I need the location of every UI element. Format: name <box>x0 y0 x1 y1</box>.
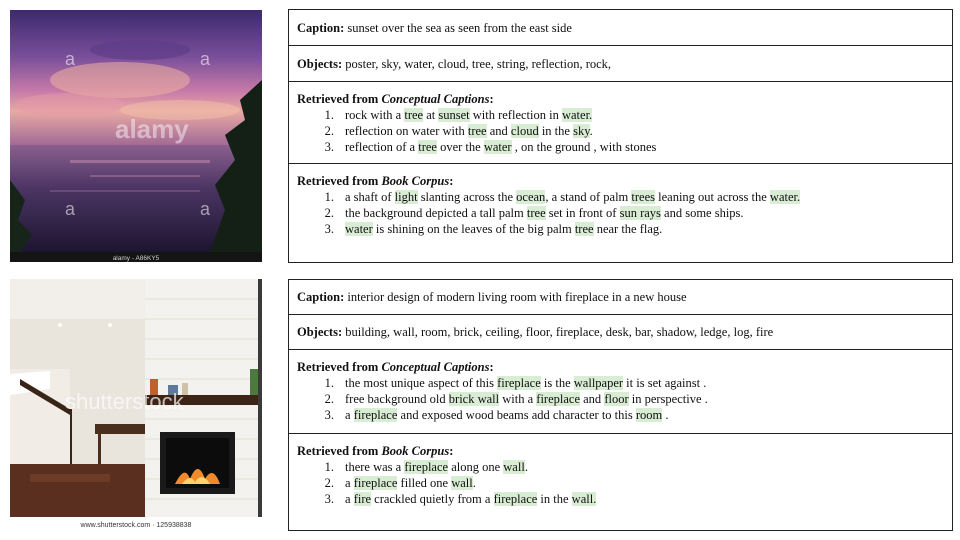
item-text-segment: filled one <box>397 476 452 490</box>
highlighted-keyword: sunset <box>438 108 470 122</box>
item-text <box>345 189 800 205</box>
retrieved-item <box>297 205 944 221</box>
retrieved-suffix: : <box>489 92 494 106</box>
retrieved-item <box>297 491 944 507</box>
item-text-segment: leaning out across the <box>655 190 770 204</box>
highlighted-keyword: water. <box>561 108 593 122</box>
retrieved-item <box>297 459 944 475</box>
watermark-a-2: a <box>200 49 211 69</box>
retrieved-item <box>297 407 944 423</box>
item-text <box>345 123 593 139</box>
item-text-segment: a shaft of <box>345 190 395 204</box>
retrieved-prefix: Retrieved from <box>297 360 382 374</box>
highlighted-keyword: fireplace <box>536 392 580 406</box>
retrieved-heading <box>297 173 944 189</box>
image-footer-credit: alamy - A86KY5 <box>112 255 160 262</box>
retrieved-item <box>297 139 944 155</box>
item-text-segment: and <box>486 124 511 138</box>
item-number: 2. <box>324 206 334 220</box>
item-number: 3. <box>324 140 334 154</box>
item-text-segment: . <box>472 476 476 490</box>
sunset-sea-illustration <box>10 10 262 262</box>
retrieved-prefix: Retrieved from <box>297 444 382 458</box>
item-text-segment: the most unique aspect of this <box>345 376 498 390</box>
watermark-shutterstock: shutterstock <box>65 389 184 414</box>
watermark-a-4: a <box>200 199 211 219</box>
item-text-segment: a <box>345 408 354 422</box>
item-text <box>345 375 706 391</box>
item-number: 3. <box>324 408 334 422</box>
objects-label: Objects: <box>297 325 343 339</box>
item-text-segment: . <box>524 460 528 474</box>
highlighted-keyword: water <box>345 222 373 236</box>
watermark-a-1: a <box>65 49 76 69</box>
objects-row <box>289 315 952 350</box>
highlighted-keyword: trees <box>631 190 656 204</box>
highlighted-keyword: room <box>635 408 663 422</box>
highlighted-keyword: wall. <box>571 492 597 506</box>
retrieved-conceptual-captions <box>289 82 952 164</box>
item-text-segment: a <box>345 492 354 506</box>
image-footer-credit: www.shutterstock.com · 125938838 <box>80 522 192 529</box>
highlighted-keyword: wall <box>503 460 525 474</box>
highlighted-keyword: brick wall <box>448 392 500 406</box>
retrieved-item <box>297 391 944 407</box>
highlighted-keyword: fire <box>353 492 372 506</box>
item-text-segment: a <box>345 476 354 490</box>
retrieved-item <box>297 375 944 391</box>
item-text-segment: there was a <box>345 460 405 474</box>
highlighted-keyword: fireplace <box>404 460 449 474</box>
highlighted-keyword: tree <box>526 206 546 220</box>
retrieved-item <box>297 107 944 123</box>
item-number: 3. <box>324 222 334 236</box>
retrieved-list <box>297 375 944 423</box>
living-room-illustration <box>10 279 262 531</box>
highlighted-keyword: fireplace <box>353 408 398 422</box>
item-text-segment: slanting across the <box>417 190 517 204</box>
item-text-segment: is the <box>540 376 574 390</box>
retrieved-conceptual-captions <box>289 350 952 434</box>
caption-text: interior design of modern living room with fireplace in a new house <box>347 290 687 304</box>
item-text-segment: . <box>662 408 669 422</box>
watermark-a-3: a <box>65 199 76 219</box>
caption-label: Caption: <box>297 290 345 304</box>
retrieved-item <box>297 189 944 205</box>
retrieved-source: Book Corpus <box>381 444 450 458</box>
item-text-segment: at <box>423 108 439 122</box>
item-text-segment: in perspective . <box>628 392 708 406</box>
item-text-segment: it is set against . <box>623 376 707 390</box>
highlighted-keyword: water. <box>769 190 801 204</box>
item-text-segment: . <box>589 124 593 138</box>
retrieved-source: Conceptual Captions <box>381 360 490 374</box>
retrieved-item <box>297 475 944 491</box>
highlighted-keyword: floor <box>604 392 629 406</box>
retrieved-prefix: Retrieved from <box>297 92 382 106</box>
item-text <box>345 205 744 221</box>
retrieved-list <box>297 189 944 237</box>
item-text <box>345 475 476 491</box>
caption-label: Caption: <box>297 20 345 35</box>
item-text-segment: set in front of <box>545 206 620 220</box>
item-text <box>345 391 708 407</box>
retrieved-list <box>297 459 944 507</box>
item-text <box>345 107 592 123</box>
objects-text: poster, sky, water, cloud, tree, string, reflection, rock, <box>345 56 612 71</box>
item-text-segment: , on the ground , with stones <box>511 140 657 154</box>
highlighted-keyword: ocean <box>516 190 546 204</box>
item-text <box>345 407 669 423</box>
retrieved-heading <box>297 91 944 107</box>
item-number: 1. <box>324 190 334 204</box>
highlighted-keyword: tree <box>574 222 594 236</box>
highlighted-keyword: tree <box>467 124 487 138</box>
retrieved-item <box>297 123 944 139</box>
highlighted-keyword: fireplace <box>497 376 541 390</box>
item-text <box>345 221 662 237</box>
item-number: 3. <box>324 492 334 506</box>
retrieved-heading <box>297 359 944 375</box>
caption-row <box>289 280 952 315</box>
item-text-segment: over the <box>436 140 484 154</box>
highlighted-keyword: fireplace <box>353 476 398 490</box>
highlighted-keyword: cloud <box>510 124 539 138</box>
caption-text: sunset over the sea as seen from the east side <box>347 20 572 35</box>
item-text-segment: the background depicted a tall palm <box>345 206 527 220</box>
item-text-segment: reflection of a <box>345 140 419 154</box>
watermark-alamy: alamy <box>115 114 189 144</box>
item-text <box>345 491 596 507</box>
caption-row <box>289 10 952 46</box>
retrieved-source: Conceptual Captions <box>381 92 490 106</box>
item-text-segment: , a stand of palm <box>545 190 632 204</box>
item-text <box>345 139 656 155</box>
retrieved-source: Book Corpus <box>381 174 450 188</box>
item-text-segment: reflection on water with <box>345 124 468 138</box>
highlighted-keyword: wall <box>451 476 473 490</box>
highlighted-keyword: sun rays <box>619 206 661 220</box>
item-text-segment: is shining on the leaves of the big palm <box>372 222 575 236</box>
sunset-sea-photo <box>10 10 262 262</box>
item-text-segment: with reflection in <box>469 108 562 122</box>
item-text-segment: and exposed wood beams add character to this <box>397 408 636 422</box>
retrieved-suffix: : <box>449 444 454 458</box>
example-2-panel <box>288 279 953 531</box>
item-text <box>345 459 528 475</box>
item-text-segment: and <box>580 392 605 406</box>
highlighted-keyword: light <box>394 190 418 204</box>
example-1-panel <box>288 9 953 263</box>
retrieved-book-corpus <box>289 434 952 530</box>
highlighted-keyword: wallpaper <box>573 376 624 390</box>
item-text-segment: and some ships. <box>660 206 744 220</box>
retrieved-item <box>297 221 944 237</box>
living-room-photo <box>10 279 262 531</box>
objects-row <box>289 46 952 82</box>
item-text-segment: crackled quietly from a <box>371 492 494 506</box>
item-number: 1. <box>324 376 334 390</box>
objects-text: building, wall, room, brick, ceiling, floor, fireplace, desk, bar, shadow, ledge, log, fire <box>345 325 774 339</box>
item-number: 1. <box>324 460 334 474</box>
item-number: 2. <box>324 392 334 406</box>
item-text-segment: near the flag. <box>593 222 663 236</box>
highlighted-keyword: tree <box>404 108 424 122</box>
retrieved-book-corpus <box>289 164 952 262</box>
item-text-segment: with a <box>499 392 537 406</box>
item-text-segment: in the <box>537 492 572 506</box>
item-text-segment: free background old <box>345 392 449 406</box>
item-number: 2. <box>324 476 334 490</box>
item-text-segment: in the <box>538 124 574 138</box>
highlighted-keyword: sky <box>573 124 590 138</box>
highlighted-keyword: water <box>483 140 512 154</box>
retrieved-suffix: : <box>489 360 494 374</box>
item-text-segment: rock with a <box>345 108 405 122</box>
retrieved-list <box>297 107 944 155</box>
retrieved-heading <box>297 443 944 459</box>
retrieved-prefix: Retrieved from <box>297 174 382 188</box>
highlighted-keyword: tree <box>418 140 437 154</box>
retrieved-suffix: : <box>449 174 454 188</box>
highlighted-keyword: fireplace <box>493 492 538 506</box>
item-number: 1. <box>324 108 334 122</box>
item-text-segment: along one <box>448 460 504 474</box>
item-number: 2. <box>324 124 334 138</box>
objects-label: Objects: <box>297 56 343 71</box>
